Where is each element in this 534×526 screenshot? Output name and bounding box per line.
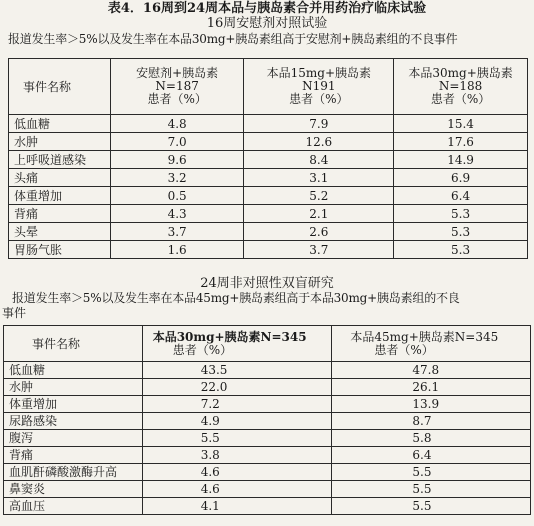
event-name-cell: 水肿 <box>9 133 111 151</box>
table-row <box>9 223 528 241</box>
event-name-cell: 背痛 <box>4 447 143 464</box>
study-subtitle-24wk: 24周非对照性双盲研究 <box>200 276 334 291</box>
value-cell: 2.6 <box>244 223 394 241</box>
table-header-row <box>9 59 528 115</box>
col-header-event: 事件名称 <box>9 59 111 115</box>
value-cell: 8.7 <box>332 413 531 430</box>
col-header-line: 本品30mg+胰岛素N=345 <box>152 329 307 344</box>
event-name-cell: 头晕 <box>9 223 111 241</box>
table-row <box>4 379 531 396</box>
col-header-30mg <box>394 59 528 115</box>
value-cell: 5.5 <box>142 430 332 447</box>
col-header-45mg <box>332 326 531 362</box>
value-cell: 22.0 <box>142 379 332 396</box>
event-name-cell: 背痛 <box>9 205 111 223</box>
value-cell: 5.2 <box>244 187 394 205</box>
value-cell: 47.8 <box>332 362 531 379</box>
table-row <box>9 115 528 133</box>
col-header-line: 患者（%） <box>430 92 491 106</box>
col-header-line: 患者（%） <box>374 342 434 357</box>
value-cell: 4.1 <box>142 498 332 515</box>
event-name-cell: 体重增加 <box>9 187 111 205</box>
value-cell: 5.3 <box>394 205 528 223</box>
table-title: 表4．16周到24周本品与胰岛素合并用药治疗临床试验 <box>107 1 427 16</box>
value-cell: 5.8 <box>332 430 531 447</box>
col-header-line: N=187 <box>155 79 199 93</box>
event-name-cell: 鼻窦炎 <box>4 481 143 498</box>
value-cell: 12.6 <box>244 133 394 151</box>
value-cell: 26.1 <box>332 379 531 396</box>
table-row <box>4 362 531 379</box>
col-header-line: 患者（%） <box>172 342 233 357</box>
value-cell: 7.2 <box>142 396 332 413</box>
value-cell: 3.8 <box>142 447 332 464</box>
col-header-30mg <box>142 326 332 362</box>
col-header-line: 本品15mg+胰岛素 <box>266 66 371 80</box>
value-cell: 1.6 <box>110 241 244 259</box>
event-name-cell: 低血糖 <box>9 115 111 133</box>
table-row <box>9 133 528 151</box>
table-header-row <box>4 326 531 362</box>
table-row <box>9 151 528 169</box>
value-cell: 3.1 <box>244 169 394 187</box>
value-cell: 4.3 <box>110 205 244 223</box>
table-row <box>9 169 528 187</box>
event-name-cell: 胃肠气胀 <box>9 241 111 259</box>
event-name-cell: 上呼吸道感染 <box>9 151 111 169</box>
value-cell: 8.4 <box>244 151 394 169</box>
table-row <box>4 430 531 447</box>
adverse-events-table-16wk <box>8 58 528 259</box>
value-cell: 4.9 <box>142 413 332 430</box>
table-row <box>9 241 528 259</box>
table-row <box>4 464 531 481</box>
value-cell: 7.0 <box>110 133 244 151</box>
col-header-line: 本品30mg+胰岛素 <box>408 66 513 80</box>
value-cell: 5.5 <box>332 498 531 515</box>
col-header-placebo <box>110 59 244 115</box>
event-name-cell: 头痛 <box>9 169 111 187</box>
table-note: 报道发生率＞5%以及发生率在本品30mg+胰岛素组高于安慰剂+胰岛素组的不良事件 <box>8 32 458 46</box>
col-header-line: 安慰剂+胰岛素 <box>136 66 219 80</box>
study-subtitle: 16周安慰剂对照试验 <box>206 16 328 31</box>
table-row <box>9 187 528 205</box>
col-header-event: 事件名称 <box>4 326 143 362</box>
table-row <box>4 481 531 498</box>
value-cell: 13.9 <box>332 396 531 413</box>
value-cell: 5.3 <box>394 223 528 241</box>
event-name-cell: 尿路感染 <box>4 413 143 430</box>
value-cell: 3.7 <box>110 223 244 241</box>
value-cell: 43.5 <box>142 362 332 379</box>
value-cell: 2.1 <box>244 205 394 223</box>
value-cell: 15.4 <box>394 115 528 133</box>
value-cell: 4.6 <box>142 481 332 498</box>
value-cell: 0.5 <box>110 187 244 205</box>
col-header-line: 患者（%） <box>289 92 349 106</box>
value-cell: 4.8 <box>110 115 244 133</box>
value-cell: 5.5 <box>332 481 531 498</box>
value-cell: 6.4 <box>332 447 531 464</box>
value-cell: 9.6 <box>110 151 244 169</box>
table-row <box>4 396 531 413</box>
col-header-15mg <box>244 59 394 115</box>
table-note-24wk-line2: 事件 <box>2 306 27 320</box>
event-name-cell: 高血压 <box>4 498 143 515</box>
event-name-cell: 腹泻 <box>4 430 143 447</box>
table-note-24wk-line1: 报道发生率＞5%以及发生率在本品45mg+胰岛素组高于本品30mg+胰岛素组的不良 <box>12 291 460 305</box>
value-cell: 5.5 <box>332 464 531 481</box>
event-name-cell: 体重增加 <box>4 396 143 413</box>
value-cell: 7.9 <box>244 115 394 133</box>
value-cell: 4.6 <box>142 464 332 481</box>
table-row <box>4 413 531 430</box>
table-row <box>4 498 531 515</box>
value-cell: 17.6 <box>394 133 528 151</box>
value-cell: 3.2 <box>110 169 244 187</box>
col-header-line: N191 <box>302 79 336 93</box>
table-row <box>4 447 531 464</box>
adverse-events-table-24wk <box>3 325 531 515</box>
value-cell: 3.7 <box>244 241 394 259</box>
table-row <box>9 205 528 223</box>
value-cell: 14.9 <box>394 151 528 169</box>
event-name-cell: 低血糖 <box>4 362 143 379</box>
event-name-cell: 血肌酐磷酸激酶升高 <box>4 464 143 481</box>
event-name-cell: 水肿 <box>4 379 143 396</box>
col-header-line: 本品45mg+胰岛素N=345 <box>350 329 499 344</box>
col-header-line: 患者（%） <box>147 92 207 106</box>
value-cell: 6.9 <box>394 169 528 187</box>
value-cell: 5.3 <box>394 241 528 259</box>
col-header-line: N=188 <box>438 79 483 93</box>
value-cell: 6.4 <box>394 187 528 205</box>
